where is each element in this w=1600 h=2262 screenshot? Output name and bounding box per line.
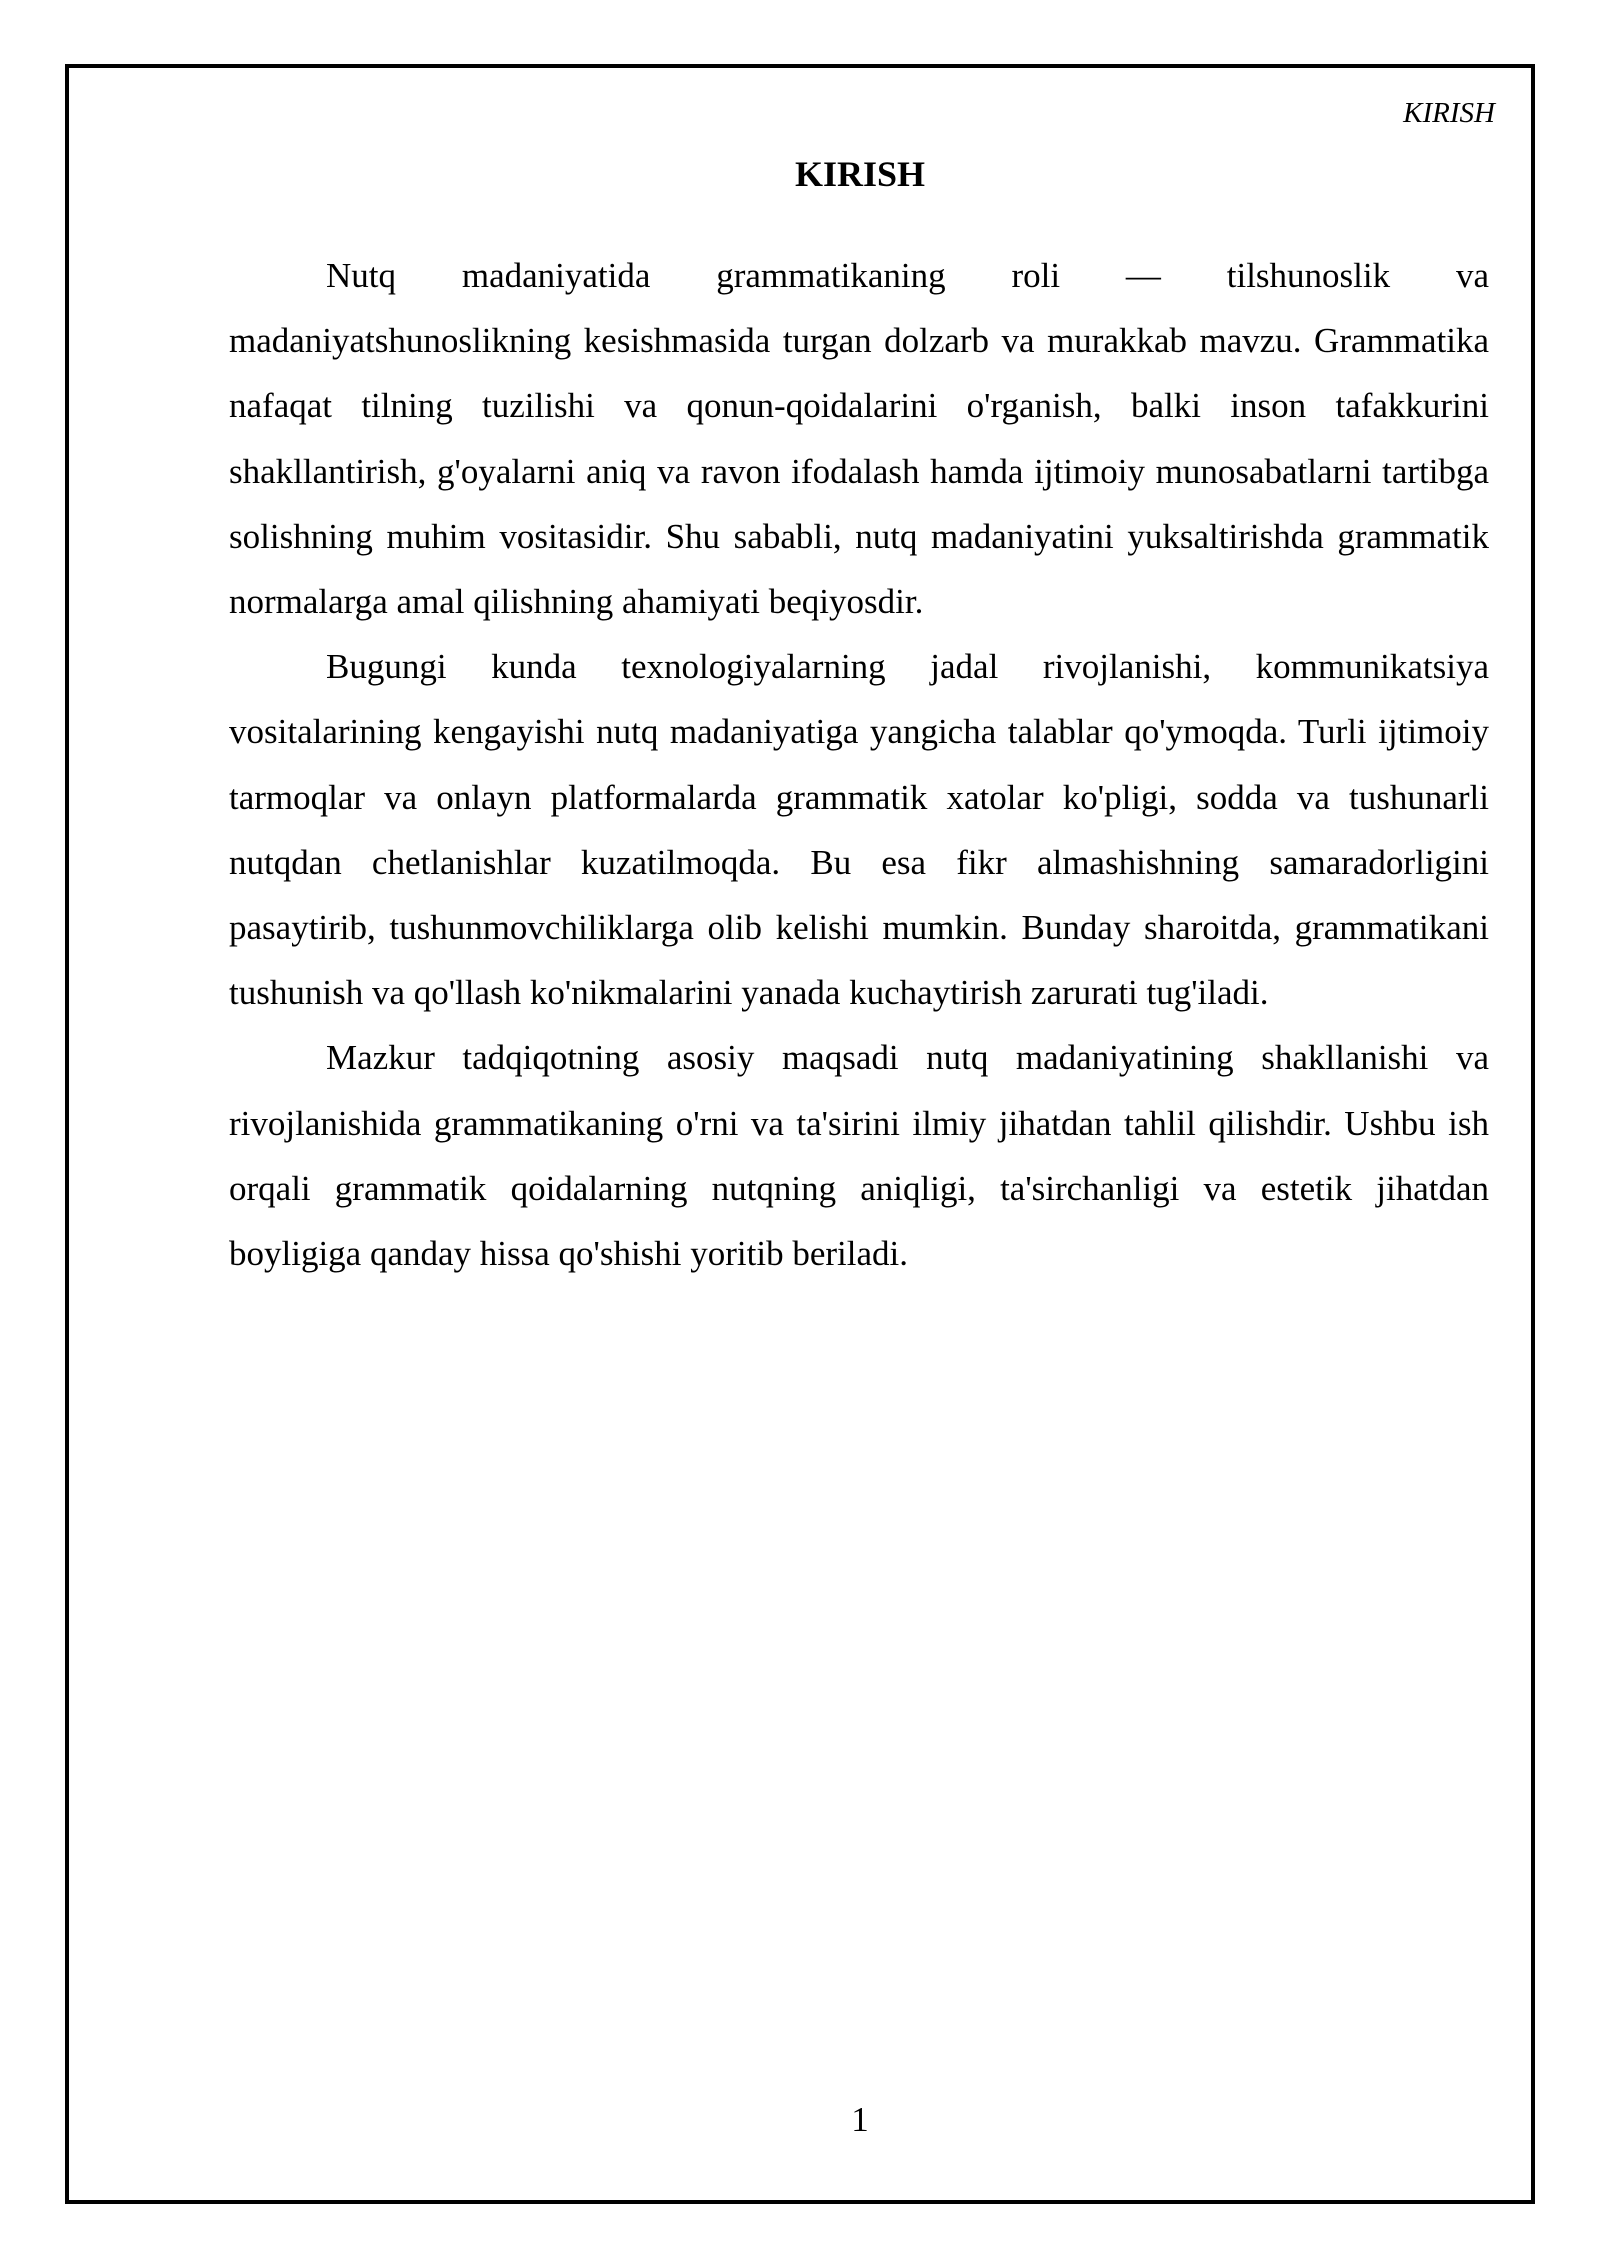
page-title: KIRISH <box>794 154 926 194</box>
paragraph: Bugungi kunda texnologiyalarning jadal rivojlanishi, kommunikatsiya vositalarining kengayishi nutq madaniyatiga yangicha talablar qo'ymoqda. Turli ijtimoiy tarmoqlar va onlayn platformalarda grammatik xatolar ko'pligi, sodda va tushunarli nutqdan chetlanishlar kuzatilmoqda. Bu esa fikr almashishning samaradorligini pasaytirib, tushunmovchiliklarga olib kelishi mumkin. Bunday sharoitda, grammatikani tushunish va qo'llash ko'nikmalarini yanada kuchaytirish zarurati tug'iladi. <box>229 647 1489 1013</box>
page-number: 1 <box>851 2100 869 2139</box>
paragraph: Nutq madaniyatida grammatikaning roli — tilshunoslik va madaniyatshunoslikning kesishmasida turgan dolzarb va murakkab mavzu. Grammatika nafaqat tilning tuzilishi va qonun-qoidalarini o'rganish, balki inson tafakkurini shakllantirish, g'oyalarni aniq va ravon ifodalash hamda ijtimoiy munosabatlarni tartibga solishning muhim vositasidir. Shu sababli, nutq madaniyatini yuksaltirishda grammatik normalarga amal qilishning ahamiyati beqiyosdir. <box>229 256 1489 622</box>
paragraph: Mazkur tadqiqotning asosiy maqsadi nutq madaniyatining shakllanishi va rivojlanishida grammatikaning o'rni va ta'sirini ilmiy jihatdan tahlil qilishdir. Ushbu ish orqali grammatik qoidalarning nutqning aniqligi, ta'sirchanligi va estetik jihatdan boyligiga qanday hissa qo'shishi yoritib beriladi. <box>229 1038 1489 1274</box>
document-body <box>229 243 1489 1286</box>
running-header: KIRISH <box>1403 97 1495 129</box>
